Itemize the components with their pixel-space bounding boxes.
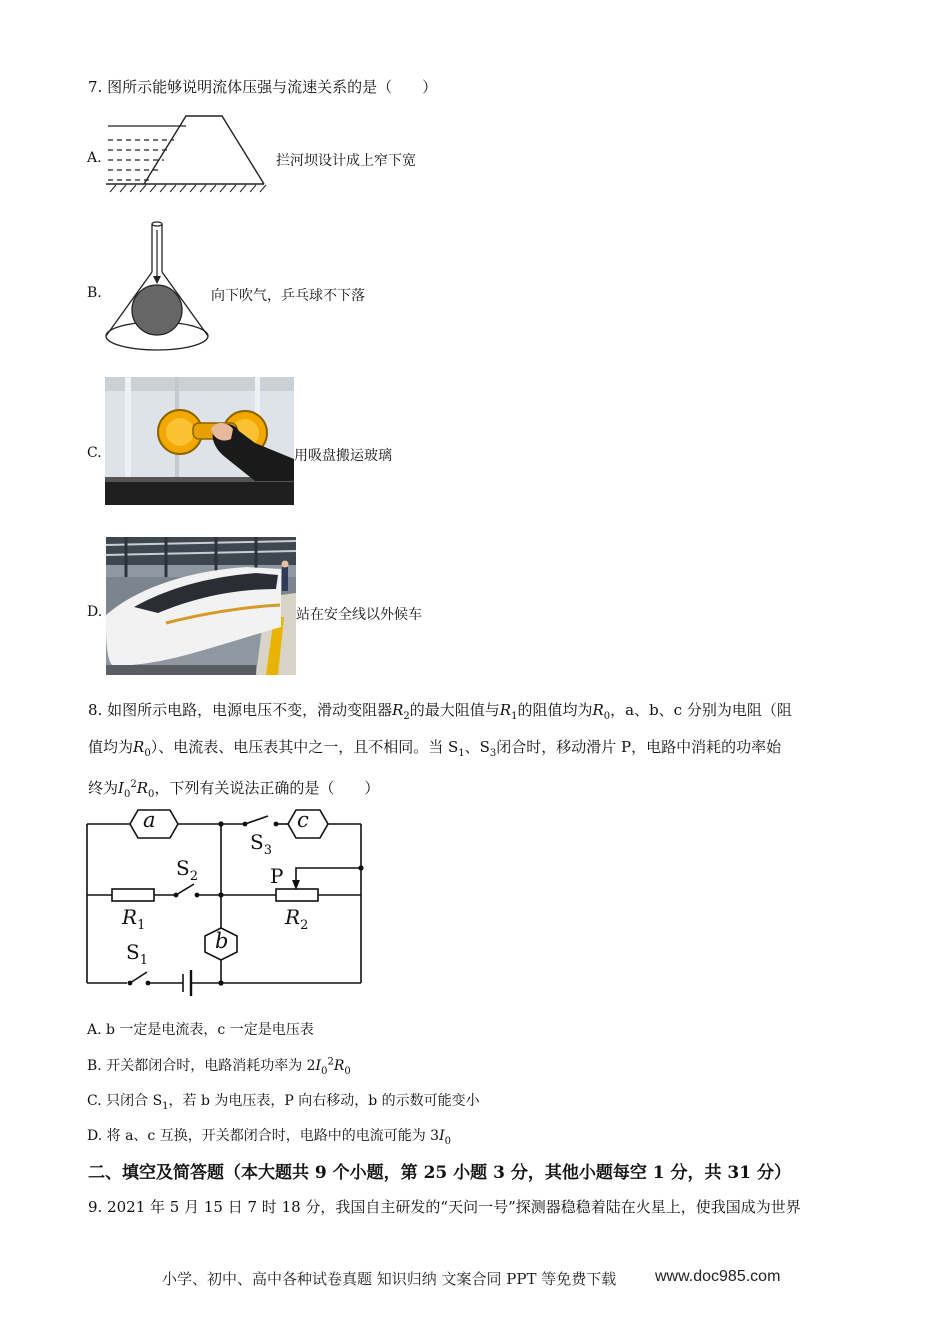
- circuit-label-s2: $S_2$: [176, 856, 198, 884]
- q8-option-d: D. 将 a、c 互换，开关都闭合时，电路中的电流可能为 $3I_0$: [87, 1128, 451, 1147]
- q7-option-c-letter: C.: [87, 445, 102, 461]
- circuit-label-r1: $R_1$: [122, 905, 146, 933]
- q7-option-d-letter: D.: [87, 604, 103, 620]
- q7-option-d-text: 站在安全线以外候车: [296, 607, 422, 623]
- q8-option-a: A. b 一定是电流表，c 一定是电压表: [87, 1022, 314, 1038]
- q8-option-c: C. 只闭合 $S_1$，若 b 为电压表，P 向右移动，b 的示数可能变小: [87, 1093, 480, 1112]
- q7-option-a-text: 拦河坝设计成上窄下宽: [276, 153, 416, 169]
- q8-stem-line2: 值均为$R_0$）、电流表、电压表其中之一，且不相同。当 $S_1$、$S_3$闭合时，移动滑片 P，电路中消耗的功率始: [88, 738, 782, 759]
- q8-option-b: B. 开关都闭合时，电路消耗功率为 $2I_0^2R_0$: [87, 1056, 351, 1077]
- footer-url[interactable]: www.doc985.com: [655, 1268, 781, 1285]
- funnel-ball-diagram: [104, 220, 212, 354]
- circuit-label-s1: $S_1$: [126, 940, 148, 968]
- suction-cup-photo: [105, 377, 294, 505]
- circuit-label-s3: $S_3$: [250, 830, 272, 858]
- footer-promo-text: 小学、初中、高中各种试卷真题 知识归纳 文案合同 PPT 等免费下载: [162, 1270, 617, 1288]
- q7-option-c-text: 用吸盘搬运玻璃: [294, 448, 392, 464]
- dam-diagram: [104, 112, 268, 196]
- circuit-label-b: b: [215, 929, 229, 953]
- q8-stem-line3: 终为$I_0^2R_0$，下列有关说法正确的是（ ）: [88, 779, 380, 800]
- circuit-label-p: P: [270, 864, 284, 888]
- q9-stem: 9. 2021 年 5 月 15 日 7 时 18 分，我国自主研发的“天问一号”探测器稳稳着陆在火星上，使我国成为世界: [88, 1198, 801, 1216]
- section-2-heading: 二、填空及简答题（本大题共 9 个小题，第 25 小题 3 分，其他小题每空 1 分，共 31 分）: [88, 1163, 791, 1183]
- q7-option-b-letter: B.: [87, 285, 102, 301]
- circuit-label-c: c: [297, 808, 309, 832]
- circuit-label-a: a: [143, 808, 156, 832]
- q7-stem: 7. 图所示能够说明流体压强与流速关系的是（ ）: [88, 78, 438, 96]
- train-photo: [106, 537, 296, 675]
- circuit-label-r2: $R_2$: [285, 905, 309, 933]
- q8-stem-line1: 8. 如图所示电路，电源电压不变，滑动变阻器$R_2$的最大阻值与$R_1$的阻值均为$R_0$，a、b、c 分别为电阻（阻: [88, 701, 792, 722]
- circuit-diagram: [80, 800, 380, 1000]
- q7-option-a-letter: A.: [87, 150, 102, 166]
- q7-option-b-text: 向下吹气，乒乓球不下落: [211, 288, 365, 304]
